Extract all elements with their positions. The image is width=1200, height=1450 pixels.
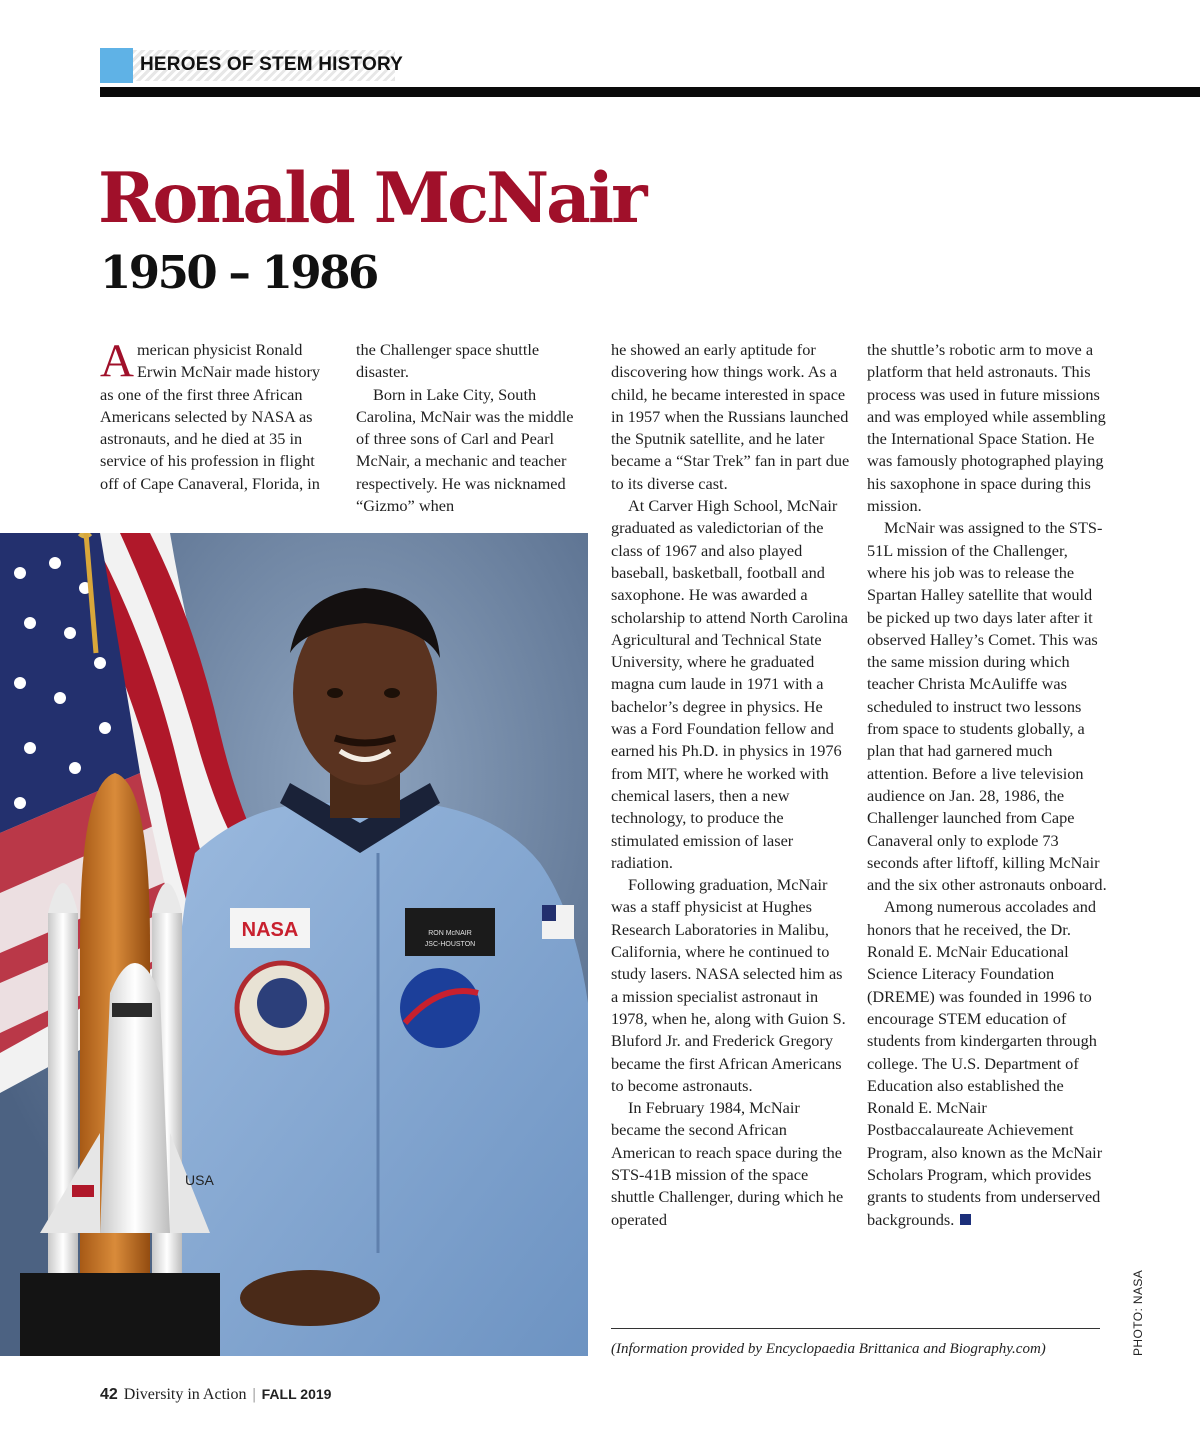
astronaut-portrait-photo: [0, 533, 588, 1356]
header-rule: [100, 87, 1200, 97]
photo-credit: PHOTO: NASA: [1131, 1269, 1145, 1356]
source-note: (Information provided by Encyclopaedia Brittanica and Biography.com): [611, 1341, 1046, 1357]
section-kicker: HEROES OF STEM HISTORY: [140, 54, 404, 75]
portrait-illustration: [0, 533, 588, 1356]
paragraph: [100, 335, 330, 495]
publication-name: Diversity in Action: [123, 1386, 247, 1403]
article-title: Ronald McNair: [98, 158, 645, 239]
text-column-1: [100, 335, 330, 495]
nasa-patch-text: NASA: [241, 919, 299, 941]
issue-label: FALL 2019: [261, 1386, 332, 1402]
shuttle-usa-label: USA: [185, 1172, 214, 1188]
paragraph: McNair was assigned to the STS-51L mission of the Challenger, where his job was to release the Spartan Halley satellite that would be picked up two days later after it observed Halley’s Comet. This was the same mission during which teacher Christa McAuliffe was scheduled to instruct two lessons from space to students globally, a plan that had garnered much attention. Before a live television audience on Jan. 28, 1986, the Challenger launched from Cape Canaveral only to explode 73 seconds after liftoff, killing McNair and the six other astronauts onboard.: [867, 518, 1107, 895]
page-footer: [100, 1386, 331, 1404]
name-tag-line-2: JSC-HOUSTON: [424, 941, 476, 948]
source-rule: [611, 1328, 1100, 1329]
name-tag-line-1: RON McNAIR: [428, 930, 472, 937]
drop-cap: A: [100, 335, 134, 387]
paragraph: At Carver High School, McNair graduated as valedictorian of the class of 1967 and also played baseball, basketball, football and saxophone. He was awarded a scholarship to attend North Carolina Agricultural and Technical State University, where he graduated magna cum laude in 1971 with a bachelor’s degree in physics. He was a Ford Foundation fellow and earned his Ph.D. in physics in 1976 from MIT, where he worked with chemical lasers, then a new technology, to produce the stimulated emission of laser radiation.: [611, 496, 848, 872]
paragraph: In February 1984, McNair became the second African American to reach space during the STS-41B mission of the space shuttle Challenger, during which he operated: [611, 1098, 844, 1229]
text-column-3: [611, 339, 851, 1231]
paragraph-text: Among numerous accolades and honors that he received, the Dr. Ronald E. McNair Educational Science Literacy Foundation (DREME) was founded in 1996 to encourage STEM education of students from kindergarten through college. The U.S. Department of Education also established the Ronald E. McNair Postbaccalaureate Achievement Program, also known as the McNair Scholars Program, which provides grants to students from underserved backgrounds.: [867, 897, 1103, 1229]
end-of-article-mark: [960, 1214, 971, 1225]
paragraph: the Challenger space shuttle disaster.: [356, 340, 540, 382]
paragraph: Following graduation, McNair was a staff physicist at Hughes Research Laboratories in Malibu, California, where he continued to study lasers. NASA selected him as a mission specialist astronaut in 1978, when he, along with Guion S. Bluford Jr. and Frederick Gregory became the first African Americans to become astronauts.: [611, 875, 846, 1095]
paragraph: he showed an early aptitude for discovering how things work. As a child, he became interested in space in 1957 when the Russians launched the Sputnik satellite, and he later became a “Star Trek” fan in part due to its diverse cast.: [611, 340, 850, 493]
paragraph: Born in Lake City, South Carolina, McNair was the middle of three sons of Carl and Pearl McNair, a mechanic and teacher respectively. He was nicknamed “Gizmo” when: [356, 384, 574, 516]
footer-separator: |: [252, 1386, 256, 1403]
text-column-2: [356, 339, 588, 517]
page-number: 42: [100, 1386, 118, 1403]
kicker-color-block: [100, 48, 133, 83]
paragraph: [867, 896, 1107, 1230]
paragraph: the shuttle’s robotic arm to move a platform that held astronauts. This process was used in future missions and was employed while assembling the International Space Station. He was famously photographed playing his saxophone in space during this mission.: [867, 340, 1106, 516]
paragraph-text: merican physicist Ronald Erwin McNair made history as one of the first three African Americans selected by NASA as astronauts, and he died at 35 in service of his profession in flight off of Cape Canaveral, Florida, in: [100, 340, 321, 493]
text-column-4: [867, 339, 1107, 1231]
article-years: 1950 – 1986: [100, 246, 377, 299]
